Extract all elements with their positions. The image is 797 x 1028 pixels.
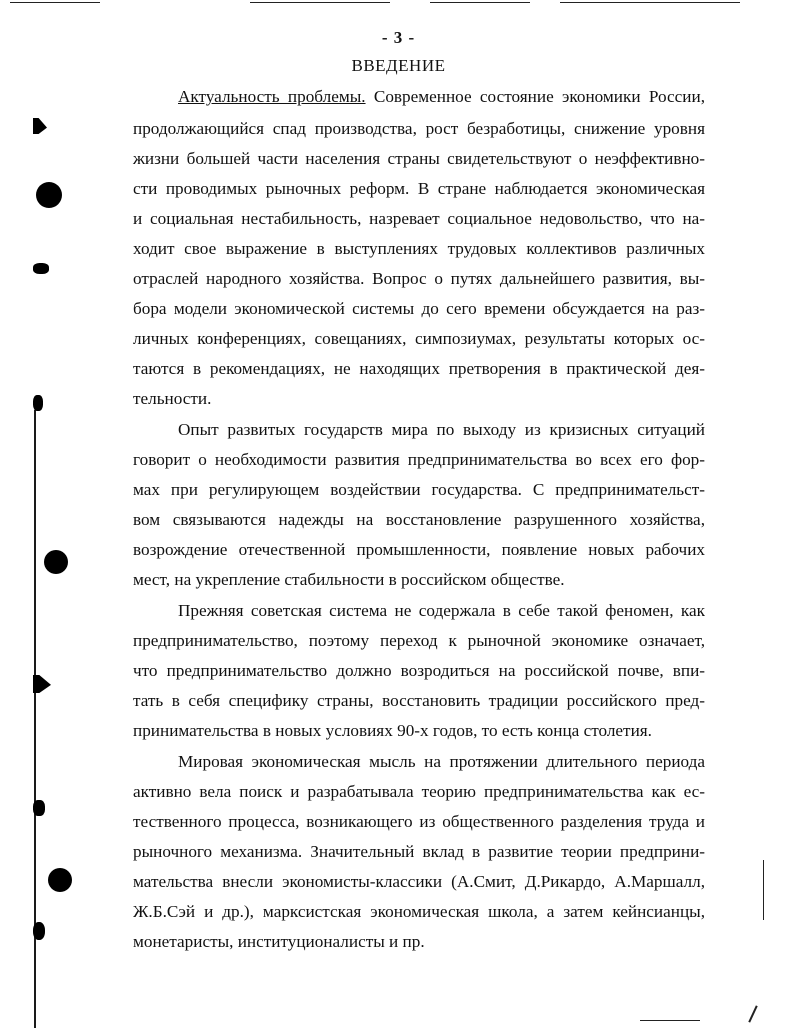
text-line: Мировая экономическая мысль на протяжении длительного периода bbox=[178, 752, 705, 771]
text-line: ходит свое выражение в выступлениях трудовых коллективов различных bbox=[133, 239, 705, 258]
topic-label: Актуальность проблемы. bbox=[178, 87, 366, 106]
punch-hole-mark bbox=[33, 118, 47, 134]
text-line: рыночного механизма. Значительный вклад в развитие теории предприни- bbox=[133, 842, 705, 861]
page-number: - 3 - bbox=[381, 28, 416, 47]
scan-artifact-line bbox=[10, 2, 100, 3]
punch-hole-mark bbox=[33, 675, 51, 693]
text-line: Прежняя советская система не содержала в себе такой феномен, как bbox=[178, 601, 705, 620]
text-line: Опыт развитых государств мира по выходу из кризисных ситуаций bbox=[178, 420, 705, 439]
text-line: активно вела поиск и разрабатывала теорию предпринимательства как ес- bbox=[133, 782, 705, 801]
scan-artifact-line bbox=[430, 2, 530, 3]
text-line: вом связываются надежды на восстановление разрушенного хозяйства, bbox=[133, 510, 705, 529]
scan-artifact-line bbox=[560, 2, 740, 3]
punch-hole-mark bbox=[33, 395, 43, 411]
text-line: отраслей народного хозяйства. Вопрос о путях дальнейшего развития, вы- bbox=[133, 269, 705, 288]
punch-hole bbox=[48, 868, 72, 892]
text-line: и социальная нестабильность, назревает социальное недовольство, что на- bbox=[133, 209, 705, 228]
text-line: жизни большей части населения страны свидетельствуют о неэффективно- bbox=[133, 149, 705, 168]
text-line: что предпринимательство должно возродиться на российской почве, впи- bbox=[133, 661, 705, 680]
text-line: предпринимательство, поэтому переход к рыночной экономике означает, bbox=[133, 631, 705, 650]
scan-artifact-line bbox=[640, 1020, 700, 1021]
text-line: мах при регулирующем воздействии государства. С предпринимательст- bbox=[133, 480, 705, 499]
text-line: тать в себя специфику страны, восстановить традиции российского пред- bbox=[133, 691, 705, 710]
scan-artifact-line bbox=[250, 2, 390, 3]
text-line: Актуальность проблемы. Современное состояние экономики России, bbox=[178, 87, 705, 106]
text-line: Ж.Б.Сэй и др.), марксистская экономическая школа, а затем кейнсианцы, bbox=[133, 902, 705, 921]
text-line: личных конференциях, совещаниях, симпозиумах, результаты которых ос- bbox=[133, 329, 705, 348]
punch-hole-mark bbox=[33, 922, 45, 940]
text-line: тельности. bbox=[133, 389, 212, 408]
text-line: таются в рекомендациях, не находящих претворения в практической дея- bbox=[133, 359, 705, 378]
text-line: монетаристы, институционалисты и пр. bbox=[133, 932, 425, 951]
text-line: продолжающийся спад производства, рост безработицы, снижение уровня bbox=[133, 119, 705, 138]
scan-artifact-line bbox=[763, 860, 764, 920]
section-heading: ВВЕДЕНИЕ bbox=[351, 56, 446, 75]
text-line: бора модели экономической системы до сего времени обсуждается на раз- bbox=[133, 299, 705, 318]
text-line: возрождение отечественной промышленности, появление новых рабочих bbox=[133, 540, 705, 559]
text-line: мательства внесли экономисты-классики (А.Смит, Д.Рикардо, А.Маршалл, bbox=[133, 872, 705, 891]
text-line: принимательства в новых условиях 90-х годов, то есть конца столетия. bbox=[133, 721, 652, 740]
text-line: тественного процесса, возникающего из общественного разделения труда и bbox=[133, 812, 705, 831]
punch-hole bbox=[36, 182, 62, 208]
text-line: сти проводимых рыночных реформ. В стране наблюдается экономическая bbox=[133, 179, 705, 198]
punch-hole-mark bbox=[33, 263, 49, 274]
scan-artifact-line bbox=[748, 1005, 757, 1022]
text-line: мест, на укрепление стабильности в российском обществе. bbox=[133, 570, 565, 589]
punch-hole-mark bbox=[33, 800, 45, 816]
punch-hole bbox=[44, 550, 68, 574]
text-line: говорит о необходимости развития предпринимательства во всех его фор- bbox=[133, 450, 705, 469]
